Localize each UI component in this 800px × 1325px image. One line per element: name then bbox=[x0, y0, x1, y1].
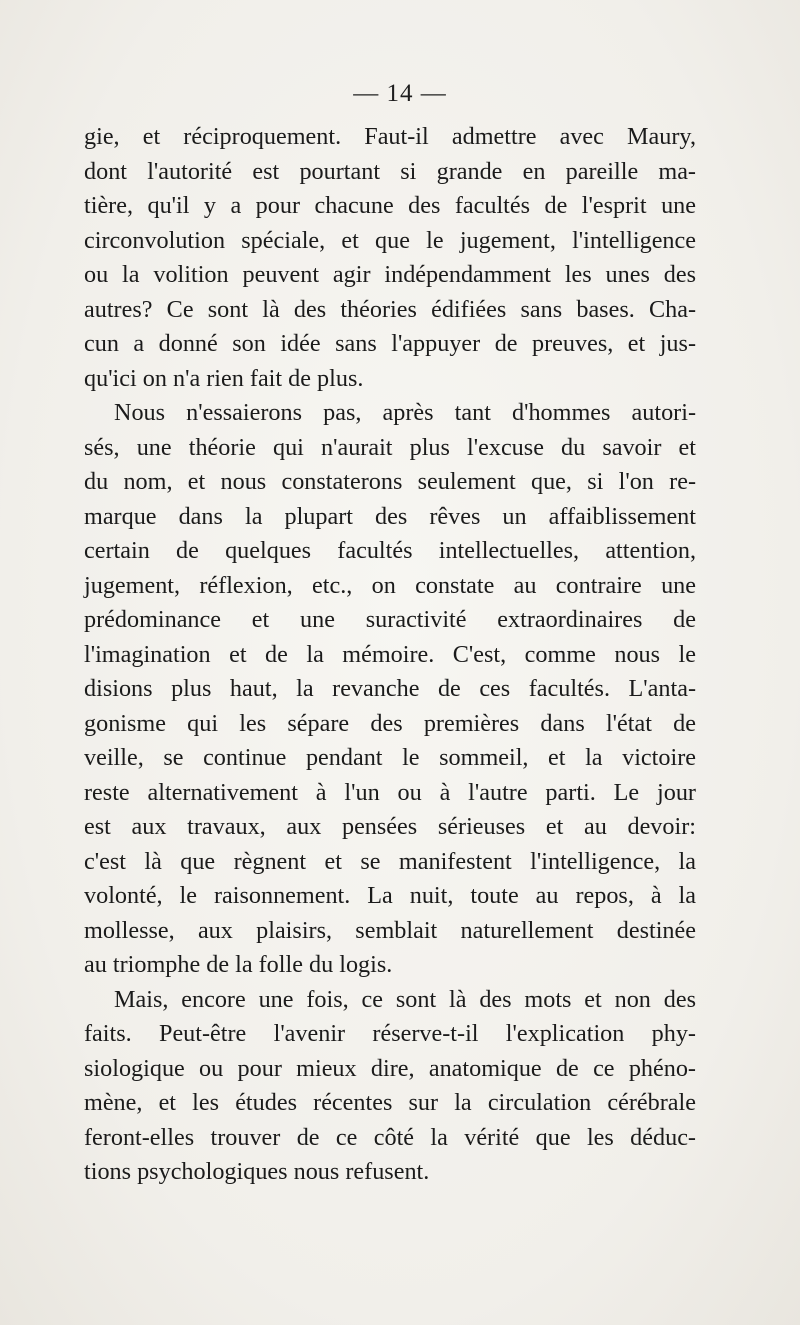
text-line: cun a donné son idée sans l'appuyer de preuves, et jus- bbox=[84, 330, 696, 357]
text-line: du nom, et nous constaterons seulement que, si l'on re- bbox=[84, 468, 696, 495]
text-line: certain de quelques facultés intellectuelles, attention, bbox=[84, 537, 696, 564]
text-line: au triomphe de la folle du logis. bbox=[84, 951, 393, 978]
text-line: mollesse, aux plaisirs, semblait naturellement destinée bbox=[84, 916, 696, 944]
text-line: mène, et les études récentes sur la circulation cérébrale bbox=[84, 1089, 696, 1116]
text-line: gie, et réciproquement. Faut-il admettre avec Maury, bbox=[84, 123, 696, 150]
body-text bbox=[84, 120, 696, 1190]
text-line: reste alternativement à l'un ou à l'autre parti. Le jour bbox=[84, 778, 696, 806]
text-line: ou la volition peuvent agir indépendamment les unes des bbox=[84, 261, 696, 288]
paragraph-1 bbox=[84, 120, 696, 396]
text-line: qu'ici on n'a rien fait de plus. bbox=[84, 364, 364, 392]
text-line: autres? Ce sont là des théories édifiées sans bases. Cha- bbox=[84, 295, 696, 323]
text-line: disions plus haut, la revanche de ces facultés. L'anta- bbox=[84, 675, 696, 702]
text-line: marque dans la plupart des rêves un affaiblissement bbox=[84, 502, 696, 530]
text-line: tière, qu'il y a pour chacune des facultés de l'esprit une bbox=[84, 192, 696, 219]
text-line: est aux travaux, aux pensées sérieuses et au devoir: bbox=[84, 813, 696, 840]
text-line: dont l'autorité est pourtant si grande en pareille ma- bbox=[84, 157, 696, 185]
text-line: gonisme qui les sépare des premières dans l'état de bbox=[84, 709, 696, 737]
text-line: Nous n'essaierons pas, après tant d'hommes autori- bbox=[114, 399, 696, 426]
text-line: prédominance et une suractivité extraordinaires de bbox=[84, 606, 696, 633]
text-line: volonté, le raisonnement. La nuit, toute au repos, à la bbox=[84, 882, 696, 909]
text-line: Mais, encore une fois, ce sont là des mots et non des bbox=[114, 985, 696, 1013]
text-line: tions psychologiques nous refusent. bbox=[84, 1158, 430, 1185]
text-line: sés, une théorie qui n'aurait plus l'excuse du savoir et bbox=[84, 433, 696, 461]
text-line: veille, se continue pendant le sommeil, et la victoire bbox=[84, 744, 696, 771]
paragraph-2 bbox=[84, 396, 696, 983]
text-line: circonvolution spéciale, et que le jugement, l'intelligence bbox=[84, 226, 696, 254]
text-line: c'est là que règnent et se manifestent l'intelligence, la bbox=[84, 847, 696, 875]
text-line: l'imagination et de la mémoire. C'est, comme nous le bbox=[84, 640, 696, 668]
page-number: — 14 — bbox=[353, 80, 447, 107]
text-line: feront-elles trouver de ce côté la vérité que les déduc- bbox=[84, 1123, 696, 1151]
text-line: faits. Peut-être l'avenir réserve-t-il l'explication phy- bbox=[84, 1020, 696, 1047]
paragraph-3 bbox=[84, 983, 696, 1190]
text-line: siologique ou pour mieux dire, anatomique de ce phéno- bbox=[84, 1054, 696, 1082]
text-line: jugement, réflexion, etc., on constate au contraire une bbox=[84, 571, 696, 599]
